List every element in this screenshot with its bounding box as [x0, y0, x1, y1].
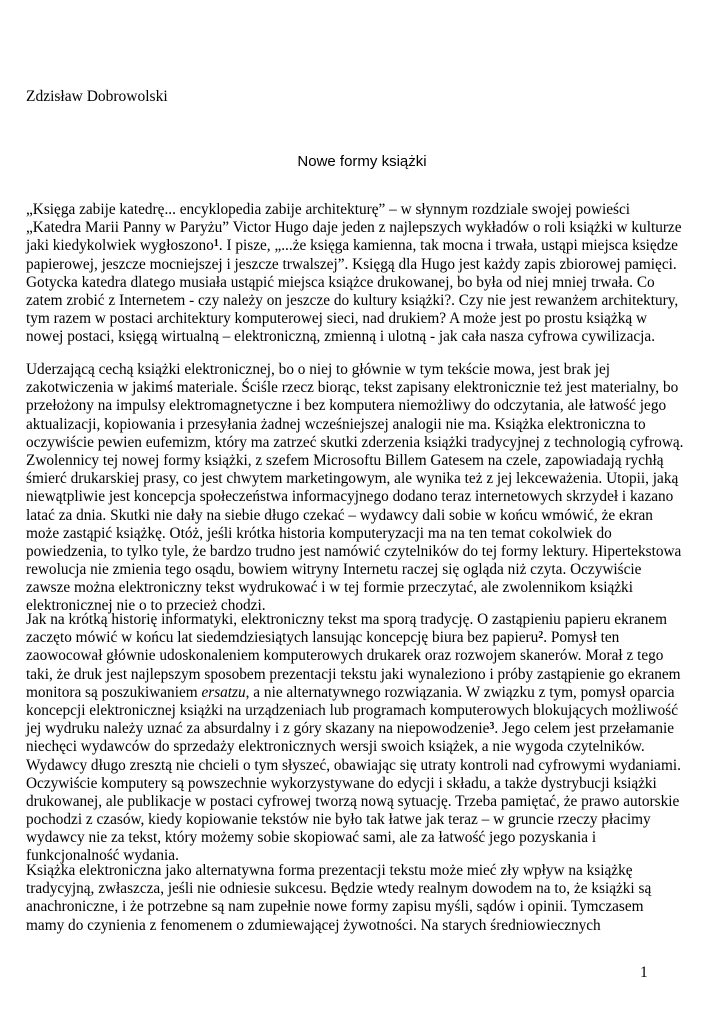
text-run: Książka elektroniczna jako alternatywna forma prezentacji tekstu może mieć zły wpływ na książkę: [26, 862, 633, 879]
text-run: Uderzającą cechą książki elektronicznej, bo o niej to głównie w tym tekście mowa, jest brak jej: [26, 361, 611, 378]
text-run: aktualizacji, kopiowania i przesyłania żadnej wcześniejszej analogii nie ma. Książka elektroniczna to: [26, 415, 646, 433]
text-line: [26, 219, 706, 237]
text-line: [26, 611, 706, 629]
text-line: [26, 647, 706, 665]
text-line: [26, 507, 706, 525]
text-run: Gotycka katedra dlatego musiała ustąpić miejsca książce drukowanej, bo była od niej mniej trwała. Co: [26, 273, 655, 291]
text-run: mamy do czynienia z fenomenem o zdumiewającej żywotności. Na starych średniowiecznych: [26, 916, 601, 934]
text-run: zakotwiczenia w jakimś materiale. Ściśle rzecz biorąc, tekst zapisany elektronicznie też jest materialny, bo: [26, 379, 679, 397]
text-run: koncepcji elektronicznej książki na urządzeniach lub programach komputerowych blokujących możliwość: [26, 701, 678, 719]
text-run: może zastąpić książkę. Otóż, jeśli krótka historia komputeryzacji ma na ten temat cokolwiek do: [26, 524, 612, 542]
text-line: [26, 328, 706, 346]
text-line: [26, 579, 706, 597]
text-run: . I pisze, „...że księga kamienna, tak mocna i trwała, ustąpi miejsca księdze: [218, 237, 678, 255]
text-run: funkcjonalność wydania.: [26, 847, 179, 865]
text-run: elektronicznej nie o to przecież chodzi.: [26, 597, 266, 615]
text-run: jej wydruku należy uznać za absurdalny i z góry skazany na niepowodzenie: [26, 720, 490, 738]
paragraph-2: [26, 361, 706, 616]
text-run: Oczywiście komputery są powszechnie wykorzystywane do edycji i składu, a także dystrybucji książki: [26, 774, 657, 792]
text-line: [26, 720, 706, 738]
text-run: zaowocował głównie udoskonaleniem komputerowych drukarek oraz rozwojem skanerów. Morał z tego: [26, 647, 664, 665]
text-line: [26, 470, 706, 488]
text-run: anachroniczne, i że potrzebne są nam zupełnie nowe formy zapisu myśli, sądów i opinii. Tymczasem: [26, 898, 644, 916]
text-line: [26, 666, 706, 684]
text-line: [26, 793, 706, 811]
text-line: [26, 237, 706, 255]
text-run: wydawcy nie za tekst, który możemy sobie skopiować sami, ale za łatwość jego pozyskania i: [26, 829, 597, 847]
paragraph-1: [26, 201, 706, 347]
text-line: [26, 525, 706, 543]
text-line: [26, 434, 706, 452]
text-run: . Pomysł ten: [543, 629, 620, 647]
text-line: [26, 256, 706, 274]
text-run: tym razem w postaci architektury komputerowej sieci, nad drukiem? A może jest po prostu książką w: [26, 310, 648, 328]
text-run: oczywiście pewien eufemizm, który ma zatrzeć skutki zderzenia książki tradycyjnej z technologią cyfrową.: [26, 433, 684, 451]
text-line: [26, 880, 706, 898]
text-run: monitora są poszukiwaniem: [26, 683, 202, 701]
text-run: jaki kiedykolwiek wygłoszono: [26, 237, 214, 255]
text-run: drukowanej, ale publikacje w postaci cyfrowej tworzą nową sytuację. Trzeba pamiętać, że prawo autorskie: [26, 792, 680, 810]
text-run: tradycyjną, zwłaszcza, jeśli nie odniesie sukcesu. Będzie wtedy realnym dowodem na to, że książki są: [26, 880, 652, 898]
text-run: zatem zrobić z Internetem - czy należy on jeszcze do kultury książki?. Czy nie jest rewanżem architektury,: [26, 291, 679, 309]
text-run: , a nie alternatywnego rozwiązania. W związku z tym, pomysł oparcia: [245, 683, 675, 701]
text-run: papierowej, jeszcze mocniejszej i jeszcze trwalszej”. Księgą dla Hugo jest każdy zapis zbiorowej pamięci.: [26, 255, 677, 273]
paragraph-3: [26, 611, 706, 866]
text-run: nowej postaci, księgą wirtualną – elektroniczną, zmienną i ulotną - jak cała nasza cyfrowa cywilizacja.: [26, 328, 656, 346]
text-line: [26, 379, 706, 397]
text-line: [26, 684, 706, 702]
text-line: [26, 775, 706, 793]
text-run: pochodzi z czasów, kiedy kopiowanie tekstów nie było tak łatwe jak teraz – w gruncie rzeczy płacimy: [26, 811, 651, 829]
text-line: [26, 898, 706, 916]
text-run: niechęci wydawców do sprzedaży elektronicznych wersji swoich książek, a nie wygoda czytelników.: [26, 738, 645, 756]
text-line: [26, 862, 706, 880]
text-run: Jak na krótką historię informatyki, elektroniczny tekst ma sporą tradycję. O zastąpieniu papieru ekranem: [26, 611, 667, 628]
text-run: . Jego celem jest przełamanie: [494, 720, 675, 738]
text-line: [26, 829, 706, 847]
text-line: [26, 416, 706, 434]
text-line: [26, 629, 706, 647]
text-run: „Katedra Marii Panny w Paryżu” Victor Hugo daje jeden z najlepszych wykładów o roli książki w kulturze: [26, 219, 682, 237]
footnote-marker: 2: [538, 630, 544, 642]
page-number: 1: [640, 964, 648, 981]
text-line: [26, 757, 706, 775]
text-run: taki, że druk jest najlepszym sposobem prezentacji tekstu jaki wynaleziono i próby zastąpienie go ekranem: [26, 665, 681, 683]
text-run: rewolucja nie zmienia tego osądu, bowiem witryny Internetu raczej się ogląda niż czyta. Oczywiście: [26, 561, 642, 579]
text-line: [26, 310, 706, 328]
text-run: zawsze można elektroniczny tekst wydrukować i w tej formie przeczytać, ale zwolennikom książki: [26, 579, 633, 597]
text-run: zaczęto mówić w końcu lat siedemdziesiątych lansując koncepcję biura bez papieru: [26, 629, 539, 647]
text-run: „Księga zabije katedrę... encyklopedia zabije architekturę” – w słynnym rozdziale swojej powieści: [26, 201, 630, 218]
text-run: przełożony na impulsy elektromagnetyczne i bez komputera niemożliwy do odczytania, ale łatwość jego: [26, 397, 667, 415]
text-run: powiedzenia, to tylko tyle, że bardzo trudno jest namówić czytelników do tej formy lektury. Hipertekstowa: [26, 542, 682, 560]
text-line: [26, 452, 706, 470]
text-line: [26, 397, 706, 415]
paragraph-4: [26, 862, 706, 935]
text-line: [26, 738, 706, 756]
text-line: [26, 201, 706, 219]
text-line: [26, 292, 706, 310]
text-run: Zwolennicy tej nowej formy książki, z szefem Microsoftu Billem Gatesem na czele, zapowiadają rychłą: [26, 451, 664, 469]
text-line: [26, 361, 706, 379]
footnote-marker: 3: [489, 721, 495, 733]
text-run: niewątpliwie jest koncepcja społeczeństwa informacyjnego dodano teraz internetowych skrzydeł i kazano: [26, 488, 674, 506]
author-name: Zdzisław Dobrowolski: [26, 88, 168, 105]
italic-text: ersatzu: [201, 683, 246, 701]
text-run: latać za dnia. Skutki nie dały na siebie długo czekać – wydawcy dali sobie w końcu wmówić, że ekran: [26, 506, 653, 524]
text-line: [26, 561, 706, 579]
text-line: [26, 543, 706, 561]
text-line: [26, 811, 706, 829]
text-line: [26, 274, 706, 292]
text-line: [26, 702, 706, 720]
text-run: śmierć drukarskiej prasy, co jest chwytem marketingowym, ale wynika też z jej lekceważenia. Utopii, jaką: [26, 470, 679, 488]
text-line: [26, 917, 706, 935]
text-run: Wydawcy długo zresztą nie chcieli o tym słyszeć, obawiając się utraty kontroli nad cyfrowymi wydaniami.: [26, 756, 681, 774]
document-title: Nowe formy książki: [297, 153, 427, 170]
footnote-marker: 1: [213, 238, 219, 250]
text-line: [26, 488, 706, 506]
